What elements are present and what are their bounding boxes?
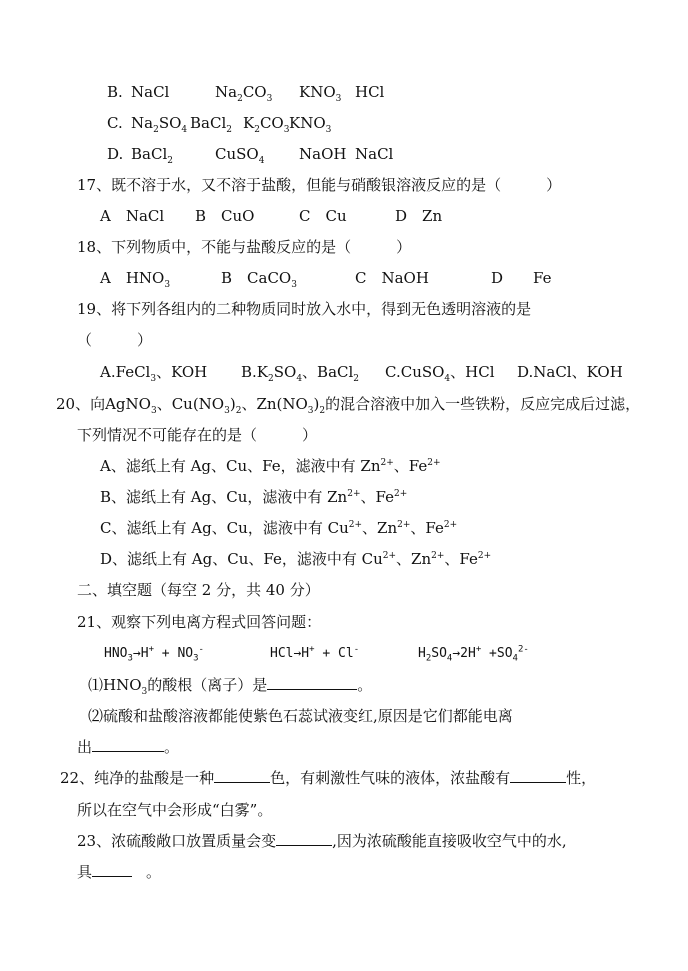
q16-b-item1: NaCl <box>131 83 170 101</box>
q22-line1 <box>60 768 596 788</box>
q19-option-b: $B.K_2SO_4$、BaCl$_2$ <box>241 363 360 384</box>
q16-d-item2: CuSO$_4$ <box>215 145 265 166</box>
q16-b-item3: $KNO_3$ <box>299 83 342 104</box>
q21-sub2-blank[interactable] <box>92 737 164 752</box>
q22-blank-color[interactable] <box>214 768 270 783</box>
q16-c-item2: BaCl$_2$ <box>190 114 232 135</box>
q23-blank-property[interactable] <box>92 862 132 877</box>
q21-equation-hno3: $HNO_3\to H^+ + NO_3^-$ <box>104 644 204 664</box>
q17-option-a: A NaCl <box>100 207 165 225</box>
q21-equation-hcl: HCl→H+ + Cl- <box>270 644 360 661</box>
q16-d-item1: BaCl$_2$ <box>131 145 173 166</box>
q20-option-a: A、滤纸上有 Ag、Cu、Fe，滤液中有 $Zn^{2+}$、$Fe^{2+}$ <box>100 457 441 475</box>
q17-option-b: B CuO <box>195 207 255 225</box>
q16-b-item4: HCl <box>355 83 385 101</box>
q16-c-item4: $KNO_3$ <box>289 114 332 135</box>
q16-b-item2: $Na_2CO_3$ <box>215 83 273 104</box>
q17-stem: 17、既不溶于水，又不溶于盐酸，但能与硝酸银溶液反应的是（ ） <box>77 176 562 194</box>
q20-option-c: C、滤纸上有 Ag、Cu，滤液中有 $Cu^{2+}$、$Zn^{2+}$、$Fe^{2+}$ <box>100 519 458 537</box>
q18-option-c: C NaOH <box>355 269 429 287</box>
q20-stem-line2: 下列情况不可能存在的是（ ） <box>77 426 318 444</box>
q16-c-item3: $K_2CO_3$ <box>243 114 290 135</box>
q22-blank-property[interactable] <box>510 768 566 783</box>
q21-sub1-blank[interactable] <box>267 675 357 690</box>
q23-line1 <box>77 831 567 851</box>
section-fill-blank-title: 二、填空题（每空 2 分，共 40 分） <box>77 581 320 599</box>
q21-sub2-end: 。 <box>164 738 180 756</box>
q20-option-b: B、滤纸上有 Ag、Cu，滤液中有 $Zn^{2+}$、$Fe^{2+}$ <box>100 488 408 506</box>
q23-line2-prefix: 具 <box>77 863 93 881</box>
q16-d-label: D. <box>107 145 124 163</box>
q17-option-c: C Cu <box>299 207 347 225</box>
q23-part1: 23、浓硫酸敞口放置质量会变 <box>77 832 277 850</box>
q19-option-a: A.FeCl$_3$、KOH <box>100 363 208 384</box>
q21-sub1-end: 。 <box>357 676 373 694</box>
q23-line2-end: 。 <box>146 863 162 881</box>
q16-d-item3: NaOH <box>299 145 347 163</box>
q21-sub1: $⑴HNO_3$的酸根（离子）是 。 <box>88 676 373 697</box>
q16-c-item1: $Na_2SO_4$ <box>131 114 188 135</box>
q19-answer-bracket: （ ） <box>77 331 153 349</box>
q16-c-label: C. <box>107 114 123 132</box>
q17-option-d: D Zn <box>395 207 443 225</box>
q20-option-d: D、滤纸上有 Ag、Cu、Fe，滤液中有 $Cu^{2+}$、$Zn^{2+}$、$Fe^{2+}$ <box>100 550 492 568</box>
q16-b-label: B. <box>107 83 123 101</box>
q20-stem-line1: 20、向AgNO$_3$、$Cu(NO_3)_2$、$Zn(NO_3)_2$的混合溶液中加入一些铁粉，反应完成后过滤， <box>56 395 641 416</box>
q21-stem: 21、观察下列电离方程式回答问题： <box>77 613 322 631</box>
q18-option-d: D Fe <box>491 269 552 287</box>
q19-stem: 19、将下列各组内的二种物质同时放入水中，得到无色透明溶液的是 <box>77 300 532 318</box>
q18-option-b: B CaCO$_3$ <box>221 269 297 290</box>
q22-part2: 色，有刺激性气味的液体，浓盐酸有 <box>270 769 511 787</box>
q22-part3: 性， <box>566 769 597 787</box>
q23-part2: ,因为浓硫酸能直接吸收空气中的水, <box>332 832 567 850</box>
q21-sub2-line2 <box>77 737 179 757</box>
q22-part1: 22、纯净的盐酸是一种 <box>60 769 215 787</box>
q19-option-d: D.NaCl、KOH <box>517 363 623 381</box>
q21-sub2-prefix: 出 <box>77 738 93 756</box>
q21-equation-h2so4: $H_2SO_4\to 2H^+ +SO_4^{2-}$ <box>418 644 529 664</box>
q18-option-a: A $HNO_3$ <box>100 269 171 290</box>
q23-blank-change[interactable] <box>276 831 332 846</box>
q19-option-c: C.CuSO$_4$、HCl <box>385 363 495 384</box>
q21-sub2-line1: ⑵硫酸和盐酸溶液都能使紫色石蕊试液变红,原因是它们都能电离 <box>88 707 513 725</box>
q18-stem: 18、下列物质中，不能与盐酸反应的是（ ） <box>77 238 412 256</box>
q22-line2: 所以在空气中会形成“白雾”。 <box>77 801 273 819</box>
q16-d-item4: NaCl <box>355 145 394 163</box>
q23-line2 <box>77 862 161 882</box>
